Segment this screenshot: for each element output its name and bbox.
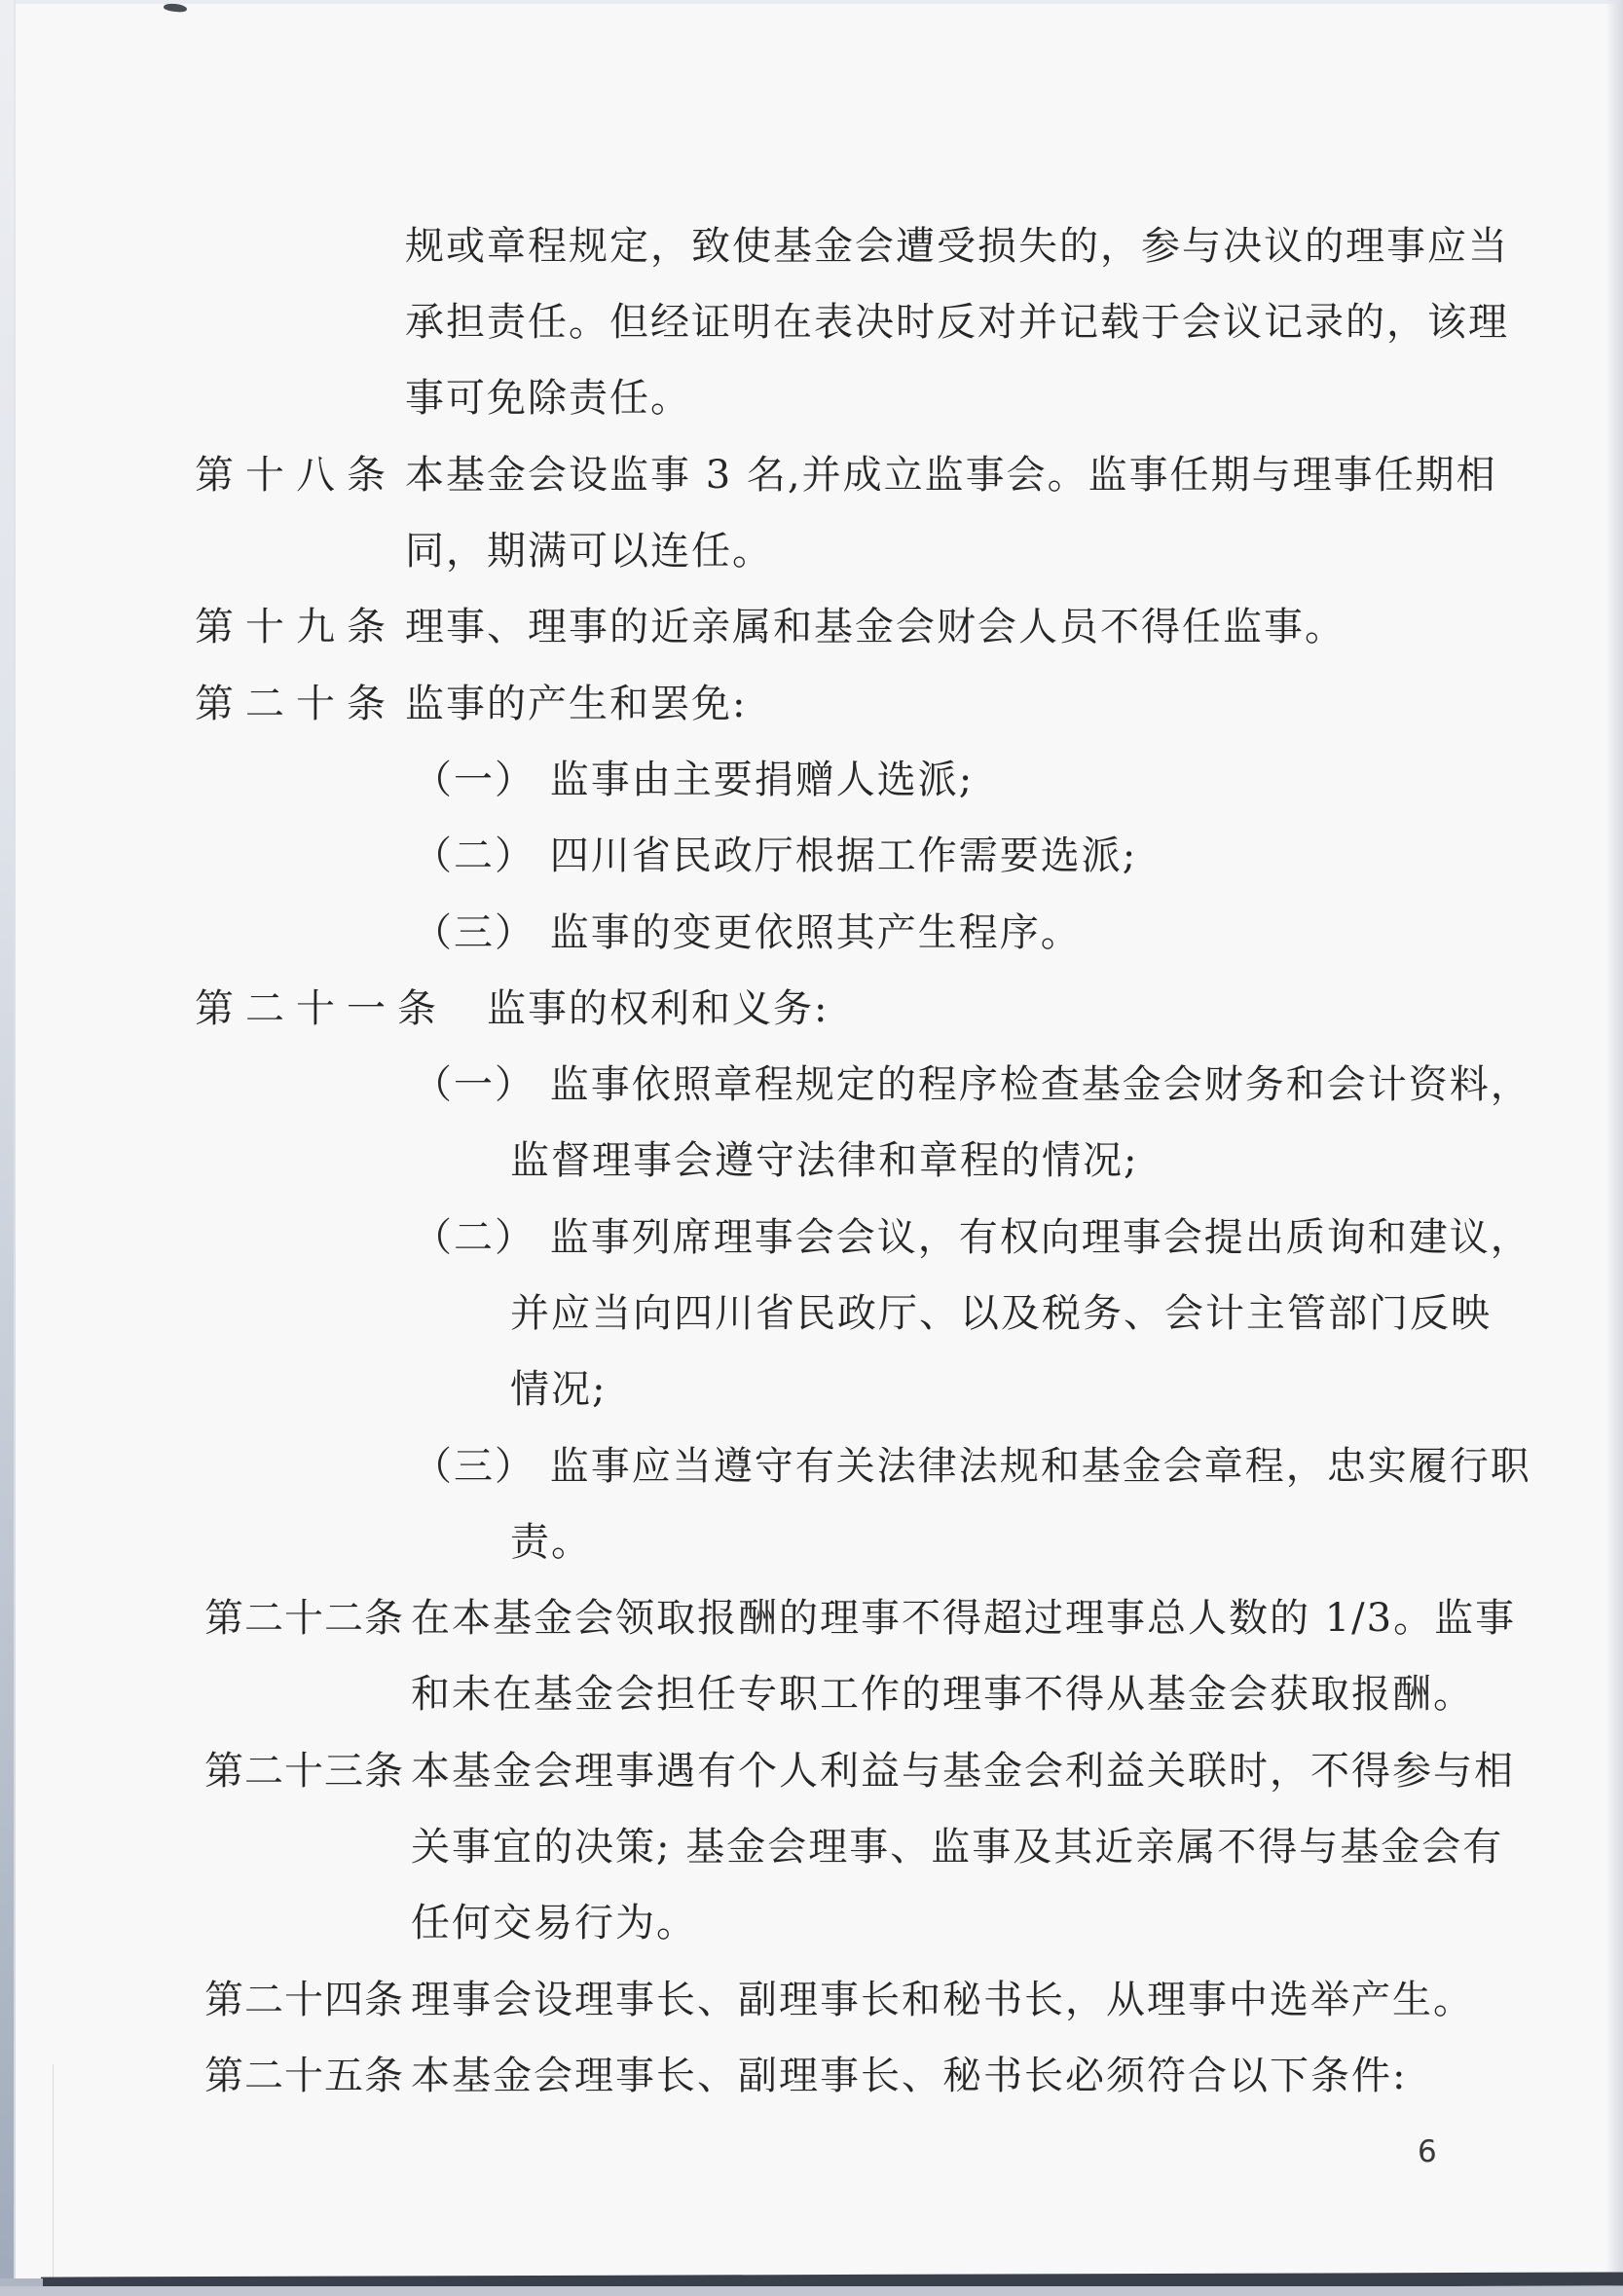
article-number: 第二十一条 [195, 986, 448, 1031]
article-number: 第二十条 [195, 682, 397, 726]
line-text: 任何交易行为。 [411, 1901, 697, 1945]
line-text: 事可免除责任。 [405, 376, 691, 421]
line-text: 理事、理事的近亲属和基金会财会人员不得任监事。 [405, 605, 1346, 649]
line-text: 承担责任。但经证明在表决时反对并记载于会议记录的，该理 [405, 300, 1509, 345]
line-text: 关事宜的决策; 基金会理事、监事及其近亲属不得与基金会有 [411, 1825, 1504, 1870]
line-text: （二） 监事列席理事会会议，有权向理事会提出质询和建议， [413, 1215, 1531, 1260]
line-text: 责。 [510, 1520, 592, 1565]
line-text: 监事的产生和罢免: [405, 682, 748, 726]
line-text: 规或章程规定，致使基金会遭受损失的，参与决议的理事应当 [405, 224, 1509, 269]
article-number: 第二十三条 [204, 1749, 404, 1794]
paper-crease [53, 2064, 54, 2286]
line-text: 理事会设理事长、副理事长和秘书长，从理事中选举产生。 [411, 1978, 1474, 2022]
line-text: （一） 监事由主要捐赠人选派; [413, 758, 975, 802]
scan-left-edge-line [14, 0, 16, 2296]
article-number: 第二十二条 [204, 1596, 404, 1641]
line-text: （三） 监事的变更依照其产生程序。 [413, 910, 1082, 955]
article-number: 第二十四条 [204, 1978, 404, 2022]
line-text: 监督理事会遵守法律和章程的情况; [510, 1138, 1139, 1183]
page-number: 6 [1418, 2134, 1437, 2169]
line-text: 本基金会理事遇有个人利益与基金会利益关联时，不得参与相 [411, 1749, 1515, 1794]
line-text: 本基金会设监事 3 名,并成立监事会。监事任期与理事任期相 [405, 453, 1497, 498]
scan-bottom-background [0, 2286, 1623, 2296]
line-text: （三） 监事应当遵守有关法律法规和基金会章程，忠实履行职 [413, 1444, 1531, 1489]
line-text: （一） 监事依照章程规定的程序检查基金会财务和会计资料， [413, 1062, 1531, 1107]
scan-top-edge [0, 0, 1623, 4]
article-number: 第十八条 [195, 453, 397, 498]
line-text: 在本基金会领取报酬的理事不得超过理事总人数的 1/3。监事 [411, 1596, 1517, 1641]
scan-left-paper-edge [0, 0, 14, 2296]
line-text: 监事的权利和义务: [487, 986, 830, 1031]
scan-artifact-mark [164, 3, 188, 13]
line-text: 情况; [510, 1367, 608, 1412]
line-text: 并应当向四川省民政厅、以及税务、会计主管部门反映 [510, 1291, 1492, 1336]
line-text: 同，期满可以连任。 [405, 529, 773, 574]
line-text: 和未在基金会担任专职工作的理事不得从基金会获取报酬。 [411, 1672, 1474, 1717]
scan-right-paper-edge [1605, 0, 1623, 2296]
line-text: 本基金会理事长、副理事长、秘书长必须符合以下条件: [411, 2054, 1408, 2098]
line-text: （二） 四川省民政厅根据工作需要选派; [413, 833, 1138, 878]
article-number: 第二十五条 [204, 2054, 404, 2098]
article-number: 第十九条 [195, 605, 397, 649]
